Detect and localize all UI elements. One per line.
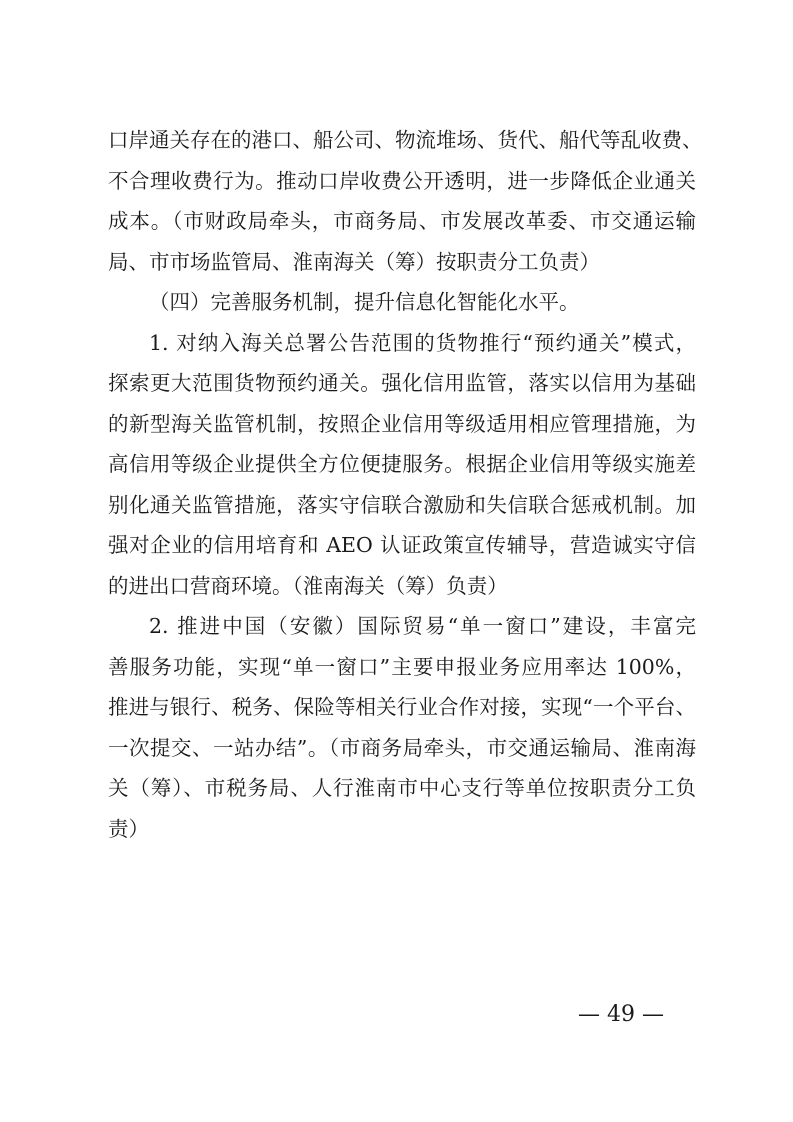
text-line: 1. 对纳入海关总署公告范围的货物推行“预约通关”模式， — [149, 330, 696, 355]
text-line: 成本。（市财政局牵头，市商务局、市发展改革委、市交通运输 — [108, 209, 696, 233]
text-line: 2. 推进中国（安徽）国际贸易“单一窗口”建设，丰富完 — [149, 614, 696, 638]
text-line: 高信用等级企业提供全方位便捷服务。根据企业信用等级实施差 — [108, 452, 696, 476]
text-line: 别化通关监管措施，落实守信联合激励和失信联合惩戒机制。加 — [108, 492, 696, 517]
text-line: 局、市市场监管局、淮南海关（筹）按职责分工负责） — [108, 249, 600, 274]
text-line: 强对企业的信用培育和 AEO 认证政策宣传辅导，营造诚实守信 — [108, 533, 696, 557]
text-line: 探索更大范围货物预约通关。强化信用监管，落实以信用为基础 — [108, 371, 696, 395]
text-line: 不合理收费行为。推动口岸收费公开透明，进一步降低企业通关 — [108, 168, 696, 193]
text-line: 一次提交、一站办结”。（市商务局牵头，市交通运输局、淮南海 — [108, 735, 696, 760]
text-line: 推进与银行、税务、保险等相关行业合作对接，实现“一个平台、 — [108, 695, 696, 719]
text-line: 的新型海关监管机制，按照企业信用等级适用相应管理措施，为 — [108, 411, 696, 436]
section-heading: （四）完善服务机制，提升信息化智能化水平。 — [149, 290, 580, 314]
text-line: 责） — [108, 816, 149, 841]
text-line: 善服务功能，实现“单一窗口”主要申报业务应用率达 100%， — [108, 654, 696, 679]
page-number: — 49 — — [578, 1002, 664, 1027]
text-line: 口岸通关存在的港口、船公司、物流堆场、货代、船代等乱收费、 — [108, 128, 703, 152]
text-line: 关（筹）、市税务局、人行淮南市中心支行等单位按职责分工负 — [108, 776, 696, 800]
body-text — [108, 120, 703, 849]
text-line: 的进出口营商环境。（淮南海关（筹）负责） — [108, 573, 508, 598]
